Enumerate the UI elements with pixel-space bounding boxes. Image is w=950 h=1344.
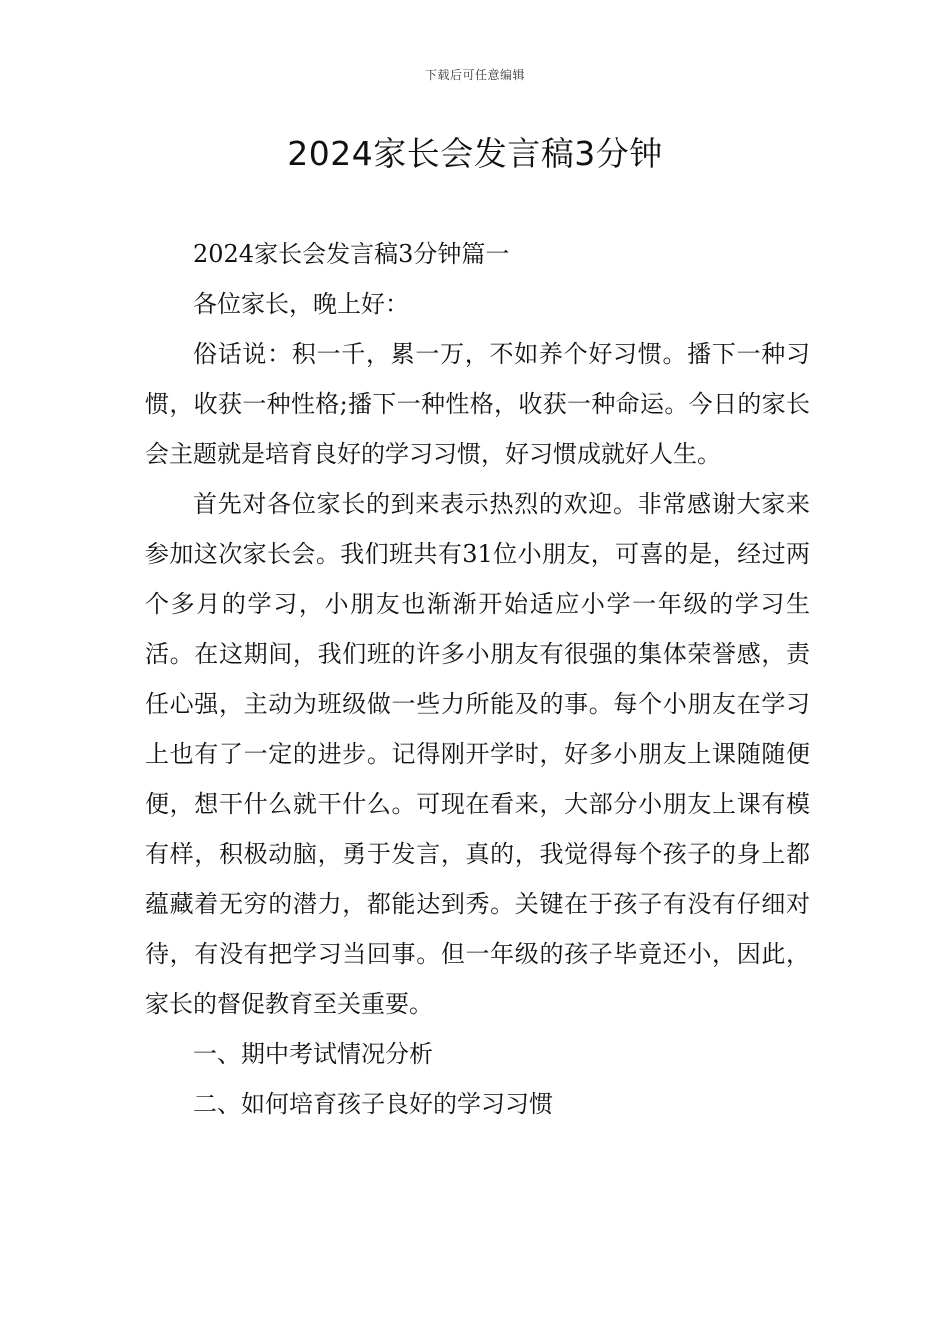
welcome-paragraph: 首先对各位家长的到来表示热烈的欢迎。非常感谢大家来参加这次家长会。我们班共有31位小朋友，可喜的是，经过两个多月的学习，小朋友也渐渐开始适应小学一年级的学习生活。在这期间，我们班的许多小朋友有很强的集体荣誉感，责任心强，主动为班级做一些力所能及的事。每个小朋友在学习上也有了一定的进步。记得刚开学时，好多小朋友上课随随便便，想干什么就干什么。可现在看来，大部分小朋友上课有模有样，积极动脑，勇于发言，真的，我觉得每个孩子的身上都蕴藏着无穷的潜力，都能达到秀。关键在于孩子有没有仔细对待，有没有把学习当回事。但一年级的孩子毕竟还小，因此，家长的督促教育至关重要。 [145,490,810,1018]
document-title: 2024家长会发言稿3分钟 [287,134,663,173]
header-note: 下载后可任意编辑 [424,68,525,82]
document-body [145,229,810,1129]
section-heading-1: 一、期中考试情况分析 [193,1040,433,1068]
intro-paragraph: 俗话说：积一千，累一万，不如养个好习惯。播下一种习惯，收获一种性格;播下一种性格，收获一种命运。今日的家长会主题就是培育良好的学习习惯，好习惯成就好人生。 [145,340,810,468]
greeting-paragraph: 各位家长，晚上好： [193,290,409,318]
subtitle-paragraph: 2024家长会发言稿3分钟篇一 [193,240,510,268]
section-heading-2: 二、如何培育孩子良好的学习习惯 [193,1090,553,1118]
